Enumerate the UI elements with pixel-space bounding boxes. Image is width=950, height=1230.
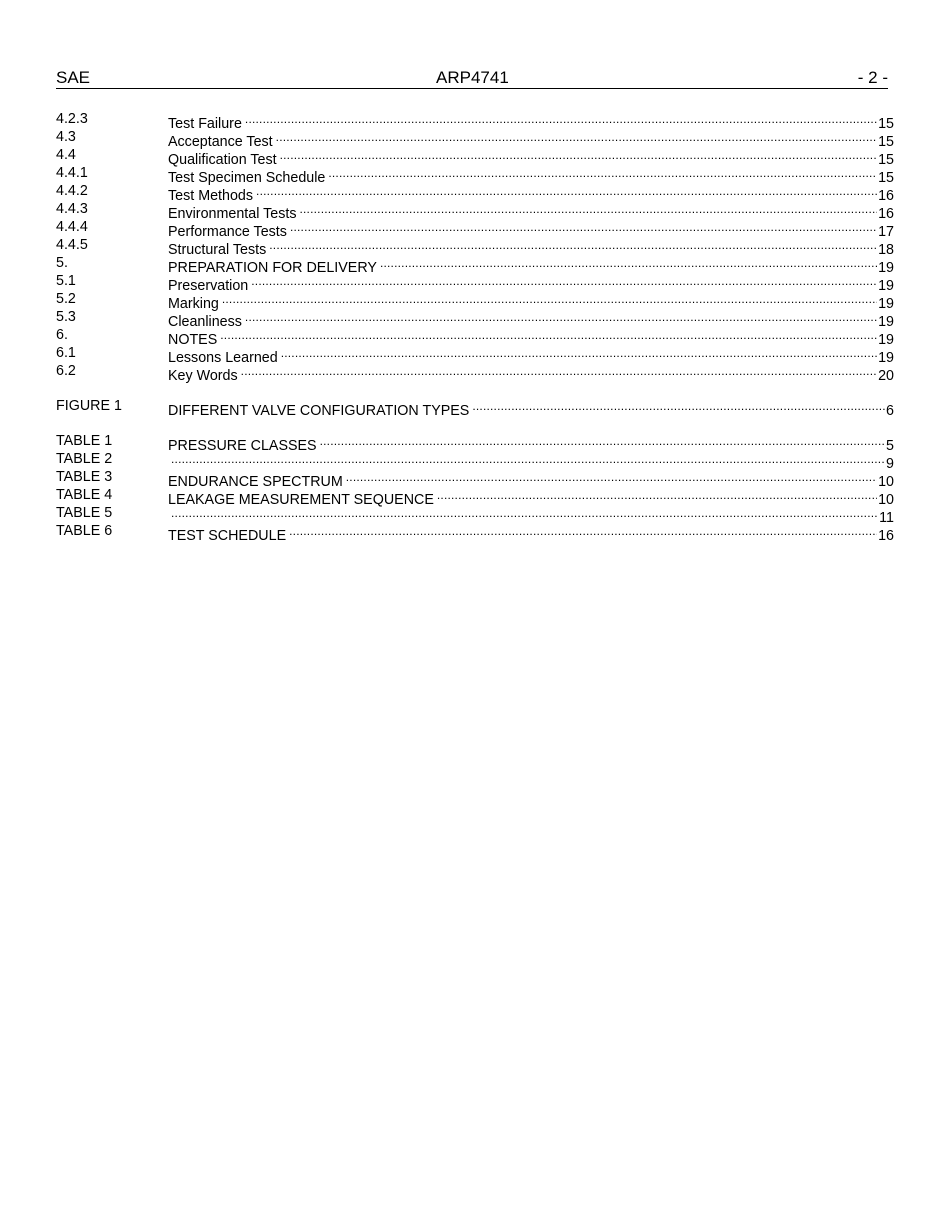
toc-entry-title: Cleanliness bbox=[168, 314, 242, 330]
dot-leader bbox=[171, 504, 878, 522]
table-of-contents bbox=[56, 110, 894, 544]
dot-leader bbox=[269, 236, 877, 254]
toc-entry-number: 6.2 bbox=[56, 363, 76, 379]
dot-leader bbox=[437, 486, 877, 504]
toc-entry[interactable] bbox=[56, 468, 894, 490]
toc-entry-number: 6. bbox=[56, 327, 68, 343]
toc-entry-title: Preservation bbox=[168, 278, 249, 294]
toc-entry-number: TABLE 6 bbox=[56, 523, 113, 539]
toc-entry-title: Test Failure bbox=[168, 116, 242, 132]
toc-entry-page: 9 bbox=[886, 456, 894, 472]
toc-entry[interactable] bbox=[56, 164, 894, 186]
toc-entry-title: Performance Tests bbox=[168, 224, 287, 240]
toc-entry-number: TABLE 5 bbox=[56, 505, 113, 521]
dot-leader bbox=[472, 397, 885, 415]
dot-leader bbox=[276, 128, 877, 146]
toc-entry-title: Marking bbox=[168, 296, 219, 312]
dot-leader bbox=[222, 290, 877, 308]
toc-entry-page: 5 bbox=[886, 438, 894, 454]
toc-entry[interactable] bbox=[56, 504, 894, 526]
toc-entry-title: ENDURANCE SPECTRUM bbox=[168, 474, 343, 490]
toc-entry-number: 5.2 bbox=[56, 291, 76, 307]
toc-entry-number: 6.1 bbox=[56, 345, 76, 361]
toc-entry[interactable] bbox=[56, 110, 894, 132]
page-header bbox=[56, 68, 888, 89]
toc-entry-number: 4.4 bbox=[56, 147, 76, 163]
toc-entry-number: TABLE 3 bbox=[56, 469, 113, 485]
toc-entry[interactable] bbox=[56, 326, 894, 348]
dot-leader bbox=[256, 182, 877, 200]
toc-entry-title: TEST SCHEDULE bbox=[168, 528, 287, 544]
dot-leader bbox=[241, 362, 877, 380]
toc-entry-number: 4.4.5 bbox=[56, 237, 88, 253]
dot-leader bbox=[220, 326, 877, 344]
toc-entry-title: Test Specimen Schedule bbox=[168, 170, 326, 186]
dot-leader bbox=[171, 450, 885, 468]
dot-leader bbox=[251, 272, 877, 290]
toc-entry-number: 4.4.1 bbox=[56, 165, 88, 181]
toc-entry-number: 4.4.4 bbox=[56, 219, 88, 235]
dot-leader bbox=[346, 468, 877, 486]
toc-entry-page: 15 bbox=[878, 170, 894, 186]
dot-leader bbox=[328, 164, 877, 182]
toc-entry-line bbox=[168, 522, 894, 545]
toc-entry[interactable] bbox=[56, 290, 894, 312]
dot-leader bbox=[290, 218, 877, 236]
toc-figures bbox=[56, 397, 894, 419]
toc-entry-number: 5.1 bbox=[56, 273, 76, 289]
toc-entry-page: 15 bbox=[878, 134, 894, 150]
toc-entry[interactable] bbox=[56, 486, 894, 508]
toc-entry-number: TABLE 2 bbox=[56, 451, 113, 467]
toc-entry-number: 4.2.3 bbox=[56, 111, 88, 127]
toc-entry-page: 10 bbox=[878, 474, 894, 490]
toc-entry[interactable] bbox=[56, 200, 894, 222]
toc-entry-page: 15 bbox=[878, 116, 894, 132]
toc-entry[interactable] bbox=[56, 522, 894, 544]
toc-entry-page: 20 bbox=[878, 368, 894, 384]
toc-entry-title: Qualification Test bbox=[168, 152, 277, 168]
toc-entry-title: Key Words bbox=[168, 368, 238, 384]
toc-entry[interactable] bbox=[56, 272, 894, 294]
toc-entry-page: 11 bbox=[879, 510, 894, 526]
toc-entry-page: 16 bbox=[878, 528, 894, 544]
toc-entry[interactable] bbox=[56, 344, 894, 366]
toc-entry-number: TABLE 1 bbox=[56, 433, 113, 449]
toc-entry-title: Test Methods bbox=[168, 188, 254, 204]
dot-leader bbox=[380, 254, 877, 272]
toc-entry-title: Acceptance Test bbox=[168, 134, 273, 150]
toc-sections bbox=[56, 110, 894, 384]
toc-entry-number: TABLE 4 bbox=[56, 487, 113, 503]
toc-entry-line bbox=[168, 397, 894, 420]
toc-entry[interactable] bbox=[56, 128, 894, 150]
toc-entry-number: 4.3 bbox=[56, 129, 76, 145]
toc-entry-page: 10 bbox=[878, 492, 894, 508]
header-page-number: - 2 - bbox=[857, 68, 888, 87]
dot-leader bbox=[245, 308, 877, 326]
toc-entry-page: 19 bbox=[878, 332, 894, 348]
toc-entry-page: 17 bbox=[878, 224, 894, 240]
toc-entry-page: 19 bbox=[878, 314, 894, 330]
toc-entry-title: PRESSURE CLASSES bbox=[168, 438, 317, 454]
dot-leader bbox=[245, 110, 877, 128]
toc-entry-title: Structural Tests bbox=[168, 242, 267, 258]
toc-entry-title: PREPARATION FOR DELIVERY bbox=[168, 260, 377, 276]
toc-entry-page: 18 bbox=[878, 242, 894, 258]
toc-entry[interactable] bbox=[56, 450, 894, 472]
toc-entry-title: Environmental Tests bbox=[168, 206, 297, 222]
toc-entry[interactable] bbox=[56, 397, 894, 419]
toc-entry-page: 19 bbox=[878, 350, 894, 366]
toc-entry-page: 16 bbox=[878, 206, 894, 222]
toc-entry[interactable] bbox=[56, 182, 894, 204]
dot-leader bbox=[280, 146, 877, 164]
toc-entry-title: DIFFERENT VALVE CONFIGURATION TYPES bbox=[168, 403, 470, 419]
toc-entry-title: LEAKAGE MEASUREMENT SEQUENCE bbox=[168, 492, 434, 508]
dot-leader bbox=[289, 522, 877, 540]
dot-leader bbox=[320, 432, 885, 450]
toc-entry[interactable] bbox=[56, 432, 894, 454]
toc-entry-number: 5. bbox=[56, 255, 68, 271]
toc-tables bbox=[56, 432, 894, 544]
header-organization: SAE bbox=[56, 68, 91, 87]
toc-entry-title: NOTES bbox=[168, 332, 218, 348]
toc-entry[interactable] bbox=[56, 236, 894, 258]
toc-entry-page: 19 bbox=[878, 278, 894, 294]
toc-entry[interactable] bbox=[56, 254, 894, 276]
dot-leader bbox=[281, 344, 877, 362]
toc-entry-line bbox=[168, 362, 894, 385]
header-document-number: ARP4741 bbox=[436, 68, 509, 87]
toc-entry-page: 19 bbox=[878, 260, 894, 276]
toc-entry-number: 4.4.3 bbox=[56, 201, 88, 217]
toc-entry-page: 16 bbox=[878, 188, 894, 204]
toc-entry[interactable] bbox=[56, 308, 894, 330]
toc-entry-page: 6 bbox=[886, 403, 894, 419]
toc-entry-page: 19 bbox=[878, 296, 894, 312]
toc-entry[interactable] bbox=[56, 218, 894, 240]
toc-entry[interactable] bbox=[56, 362, 894, 384]
toc-entry-number: FIGURE 1 bbox=[56, 398, 122, 414]
toc-entry-number: 4.4.2 bbox=[56, 183, 88, 199]
dot-leader bbox=[299, 200, 877, 218]
toc-entry[interactable] bbox=[56, 146, 894, 168]
toc-entry-page: 15 bbox=[878, 152, 894, 168]
toc-entry-title: Lessons Learned bbox=[168, 350, 278, 366]
toc-entry-number: 5.3 bbox=[56, 309, 76, 325]
